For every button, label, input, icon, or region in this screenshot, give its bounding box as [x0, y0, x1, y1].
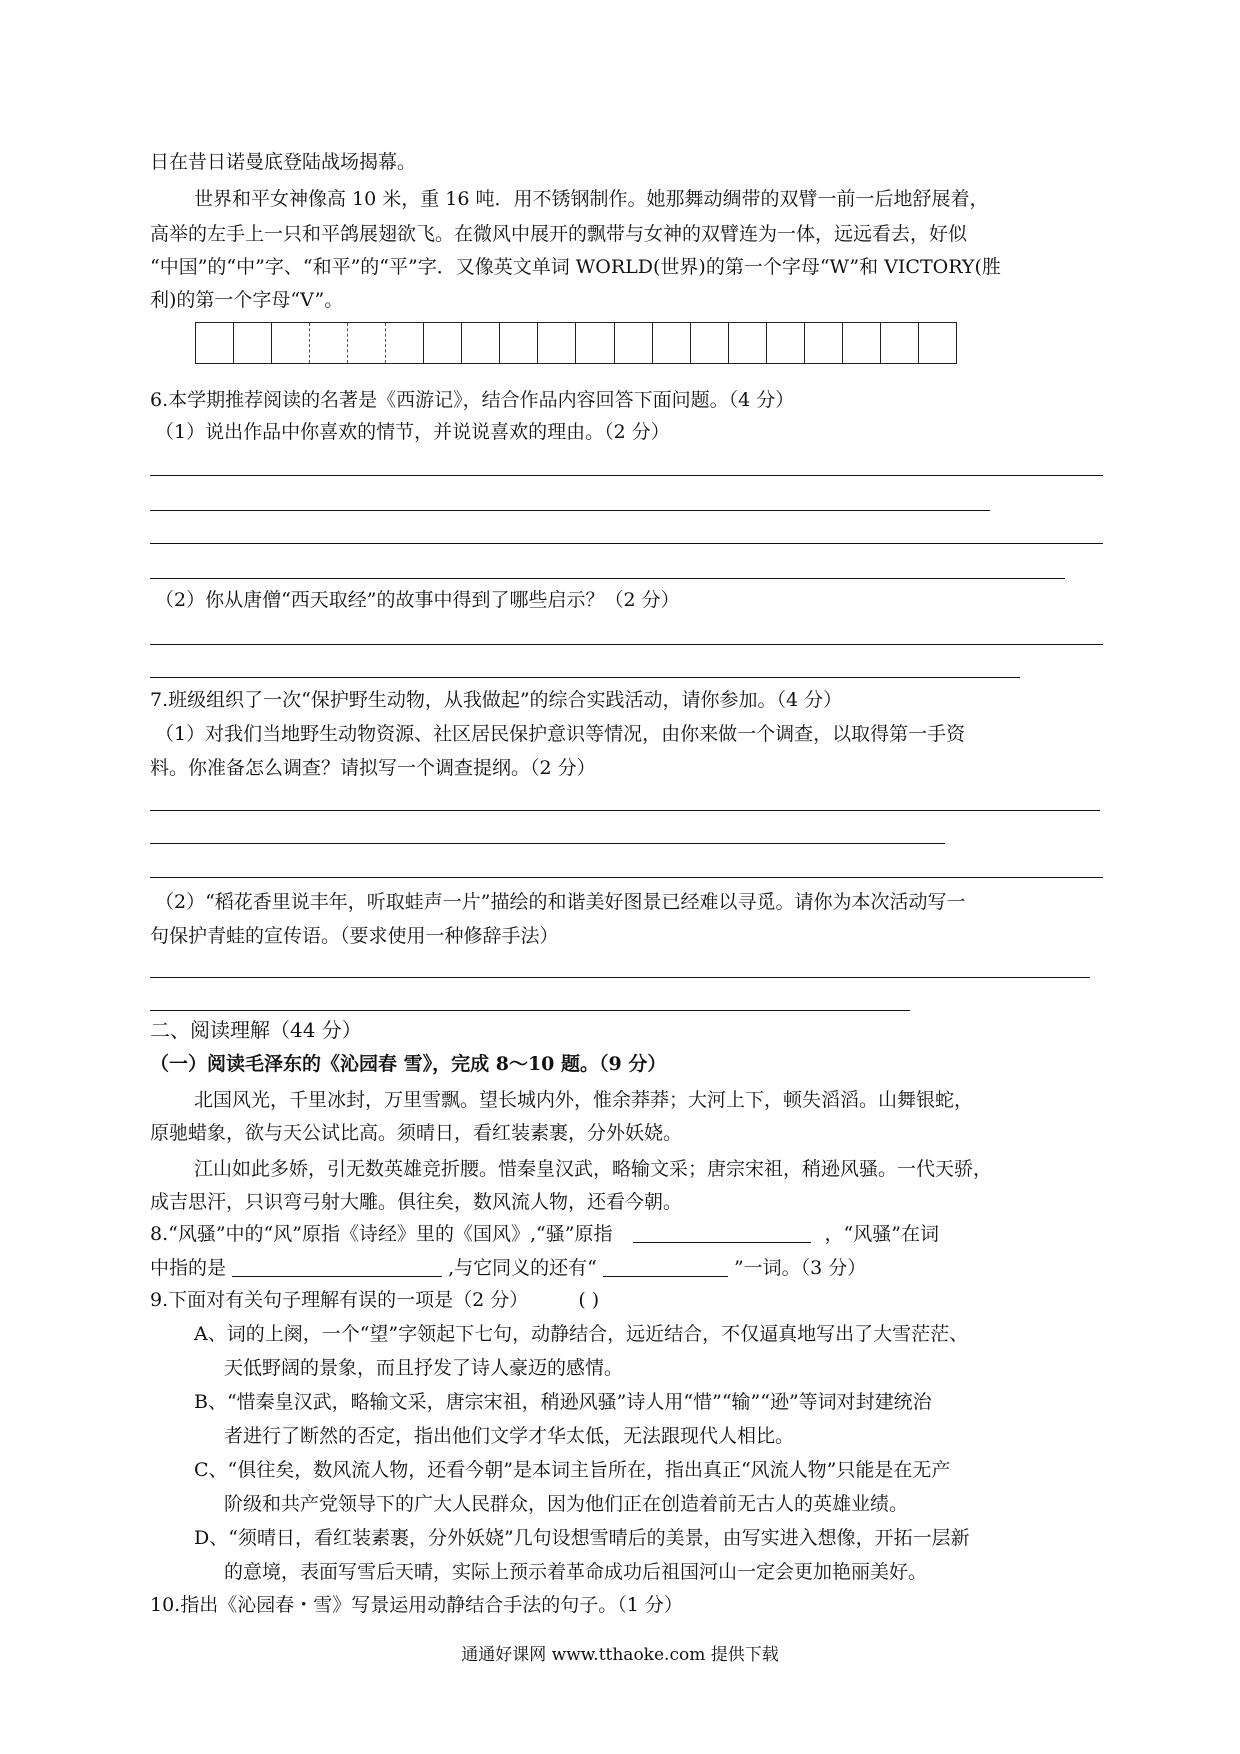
question-7-sub1: （1）对我们当地野生动物资源、社区居民保护意识等情况，由你来做一个调查，以取得第一手资	[155, 723, 966, 745]
question-6-title: 6.本学期推荐阅读的名著是《西游记》，结合作品内容回答下面问题。（4 分）	[150, 389, 795, 411]
answer-line[interactable]	[150, 810, 1100, 811]
writing-grid[interactable]	[195, 322, 957, 364]
answer-line[interactable]	[150, 543, 1103, 544]
grid-cell[interactable]	[386, 323, 424, 363]
option-d[interactable]: D、“须晴日，看红装素裹，分外妖娆”几句设想雪晴后的美景，由写实进入想像，开拓一层新	[194, 1527, 970, 1549]
question-7-title: 7.班级组织了一次“保护野生动物，从我做起”的综合实践活动，请你参加。（4 分）	[150, 689, 843, 711]
passage-line: 日在昔日诺曼底登陆战场揭幕。	[150, 151, 417, 173]
grid-cell[interactable]	[919, 323, 956, 363]
answer-line[interactable]	[150, 578, 1065, 579]
passage-line: “中国”的“中”字、“和平”的“平”字．又像英文单词 WORLD(世界)的第一个字母“W”和 VICTORY(胜	[150, 256, 1001, 278]
fill-blank[interactable]	[603, 1256, 728, 1277]
question-10-title: 10.指出《沁园春・雪》写景运用动静结合手法的句子。（1 分）	[150, 1594, 683, 1616]
answer-line[interactable]	[150, 977, 1090, 978]
question-8-text: ，“风骚”在词	[824, 1223, 939, 1245]
poem-line: 北国风光，千里冰封，万里雪飘。望长城内外，惟余莽莽；大河上下，顿失滔滔。山舞银蛇，	[194, 1089, 974, 1111]
question-7-sub2-cont: 句保护青蛙的宣传语。（要求使用一种修辞手法）	[150, 925, 559, 947]
question-8-text: ,与它同义的还有“	[448, 1257, 597, 1279]
section-heading: 二、阅读理解（44 分）	[150, 1018, 362, 1042]
question-9-title	[150, 1288, 599, 1312]
poem-line: 成吉思汗，只识弯弓射大雕。俱往矣，数风流人物，还看今朝。	[150, 1191, 683, 1213]
question-6-sub1: （1）说出作品中你喜欢的情节，并说说喜欢的理由。（2 分）	[155, 421, 670, 443]
question-8-text: 8.“风骚”中的“风”原指《诗经》里的《国风》,“骚”原指	[150, 1223, 613, 1245]
question-7-sub2: （2）“稻花香里说丰年，听取蛙声一片”描绘的和谐美好图景已经难以寻觅。请你为本次活动写一	[155, 891, 966, 913]
answer-line[interactable]	[150, 644, 1103, 645]
question-6-sub2: （2）你从唐僧“西天取经”的故事中得到了哪些启示？（2 分）	[155, 589, 680, 611]
grid-cell[interactable]	[462, 323, 500, 363]
grid-cell[interactable]	[310, 323, 348, 363]
option-b[interactable]: B、“惜秦皇汉武，略输文采，唐宗宋祖，稍逊风骚”诗人用“惜”“输”“逊”等词对封建统治	[194, 1391, 932, 1413]
grid-cell[interactable]	[843, 323, 881, 363]
answer-line[interactable]	[150, 677, 1020, 678]
grid-cell[interactable]	[767, 323, 805, 363]
option-d-cont: 的意境，表面写雪后天晴，实际上预示着革命成功后祖国河山一定会更加艳丽美好。	[224, 1561, 928, 1583]
grid-cell[interactable]	[881, 323, 919, 363]
grid-cell[interactable]	[691, 323, 729, 363]
question-9-text: 9.下面对有关句子理解有误的一项是（2 分）	[150, 1289, 529, 1311]
option-b-cont: 者进行了断然的否定，指出他们文学才华太低，无法跟现代人相比。	[224, 1425, 795, 1447]
grid-cell[interactable]	[729, 323, 767, 363]
poem-line: 原驰蜡象，欲与天公试比高。须晴日，看红装素裹，分外妖娆。	[150, 1122, 683, 1144]
answer-line[interactable]	[150, 475, 1103, 476]
answer-line[interactable]	[150, 877, 1103, 878]
grid-cell[interactable]	[196, 323, 234, 363]
grid-cell[interactable]	[500, 323, 538, 363]
part-heading: （一）阅读毛泽东的《沁园春 雪》，完成 8～10 题。（9 分）	[150, 1053, 667, 1075]
grid-cell[interactable]	[805, 323, 843, 363]
option-c-cont: 阶级和共产党领导下的广大人民群众，因为他们正在创造着前无古人的英雄业绩。	[224, 1493, 909, 1515]
question-8-line1	[150, 1222, 939, 1246]
answer-line[interactable]	[150, 510, 990, 511]
answer-line[interactable]	[150, 1010, 910, 1011]
passage-line: 高举的左手上一只和平鸽展翅欲飞。在微风中展开的飘带与女神的双臂连为一体，远远看去，好似	[150, 223, 968, 245]
grid-cell[interactable]	[272, 323, 310, 363]
question-8-text: 中指的是	[150, 1257, 227, 1279]
grid-cell[interactable]	[424, 323, 462, 363]
passage-line: 利)的第一个字母“V”。	[150, 289, 344, 311]
answer-line[interactable]	[150, 843, 945, 844]
grid-cell[interactable]	[348, 323, 386, 363]
fill-blank[interactable]	[232, 1256, 442, 1277]
question-8-text: ”一词。（3 分）	[733, 1257, 867, 1279]
passage-line: 世界和平女神像高 10 米，重 16 吨．用不锈钢制作。她那舞动绸带的双臂一前一后地舒展着，	[194, 188, 989, 210]
grid-cell[interactable]	[538, 323, 576, 363]
grid-cell[interactable]	[653, 323, 691, 363]
option-c[interactable]: C、“俱往矣，数风流人物，还看今朝”是本词主旨所在，指出真正“风流人物”只能是在无产	[194, 1459, 951, 1481]
grid-cell[interactable]	[615, 323, 653, 363]
fill-blank[interactable]	[633, 1222, 811, 1243]
grid-cell[interactable]	[234, 323, 272, 363]
grid-cell[interactable]	[576, 323, 614, 363]
question-8-line2	[150, 1256, 866, 1280]
poem-line: 江山如此多娇，引无数英雄竞折腰。惜秦皇汉武，略输文采；唐宗宋祖，稍逊风骚。一代天骄，	[194, 1158, 993, 1180]
question-7-sub1-cont: 料。你准备怎么调查？请拟写一个调查提纲。（2 分）	[150, 757, 596, 779]
option-a[interactable]: A、词的上阕，一个“望”字领起下七句，动静结合，远近结合，不仅逼真地写出了大雪茫茫、	[194, 1323, 969, 1345]
option-a-cont: 天低野阔的景象，而且抒发了诗人豪迈的感情。	[224, 1357, 624, 1379]
page-footer: 通通好课网 www.tthaoke.com 提供下载	[461, 1645, 779, 1665]
answer-paren[interactable]: ( )	[578, 1289, 600, 1311]
